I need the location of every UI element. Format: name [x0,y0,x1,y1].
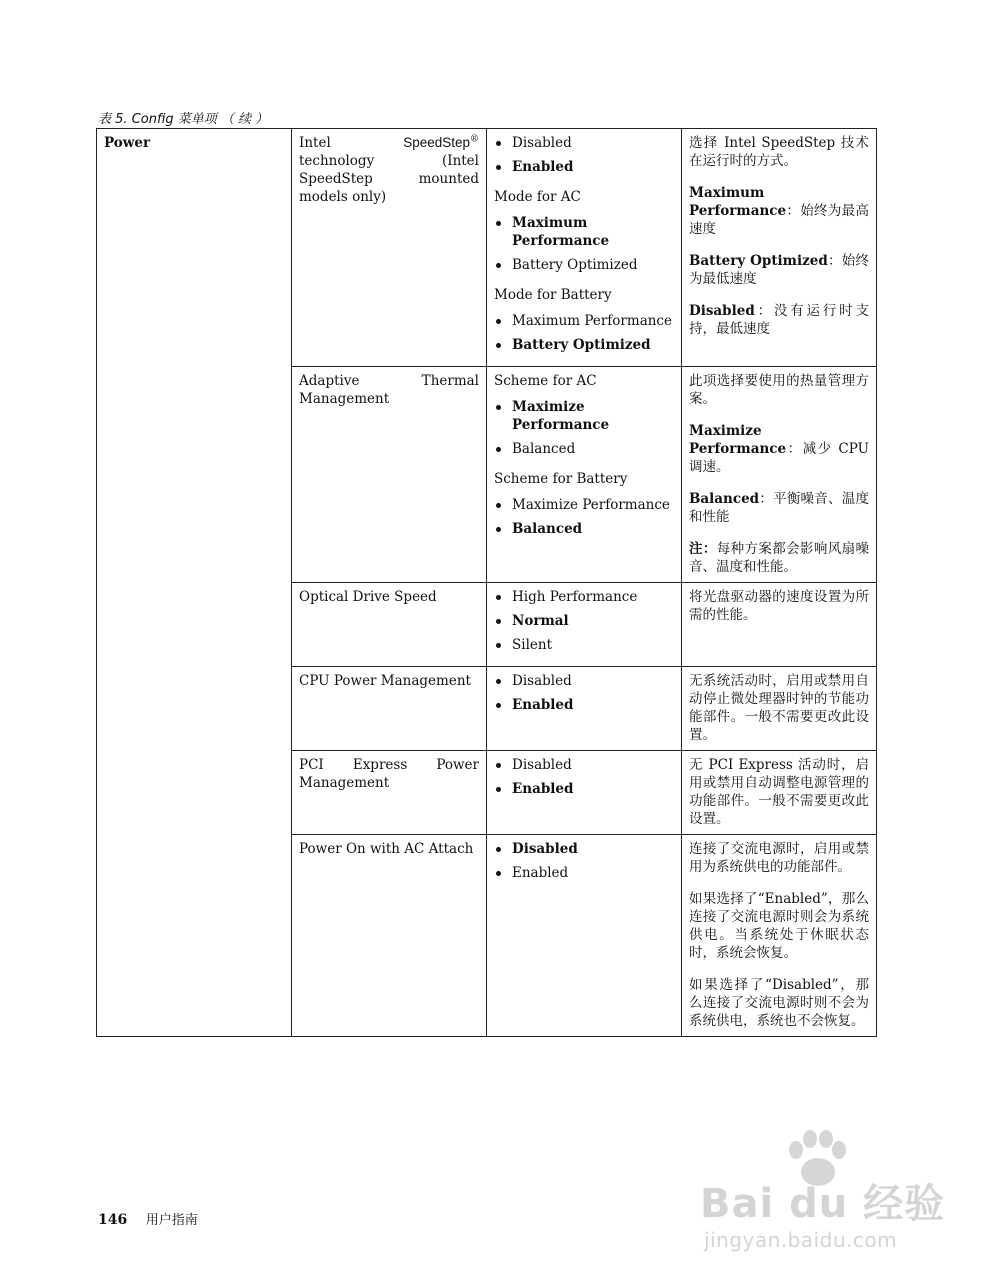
item-name-cell: Adaptive Thermal Management [292,367,487,583]
description-paragraph [689,756,869,828]
description-cell [682,835,877,1037]
default-option: Balanced [494,520,674,538]
item-name-rest: technology (Intel SpeedStep mounted models only) [299,153,479,205]
description-term: Balanced [689,491,760,507]
description-paragraph [689,976,869,1030]
page-number: 146 [98,1212,128,1228]
options-cell [487,751,682,835]
description-text: 无 PCI Express 活动时，启用或禁用自动调整电源管理的功能部件。一般不需要更改此设置。 [689,757,869,827]
description-text: 每种方案都会影响风扇噪音、温度和性能。 [689,541,869,575]
table-row [97,129,877,367]
description-cell [682,667,877,751]
option: Silent [494,636,674,654]
item-name-prefix: Intel [299,135,331,151]
category-cell: Power [97,129,292,1037]
description-term: Disabled [689,303,755,319]
option-list [494,496,674,538]
description-text: ：没有运行时支持，最低速度 [689,303,869,337]
table-caption: 表 5. Config 菜单项 （ 续 ） [98,112,269,127]
item-name-cell: PCI Express Power Management [292,751,487,835]
option-list [494,840,674,882]
description-cell [682,367,877,583]
option-list [494,672,674,714]
description-paragraph [689,372,869,408]
item-name-brand: SpeedStep [403,135,470,150]
watermark-url: jingyan.baidu.com [704,1228,898,1252]
watermark-brand: Bai du 经验 [700,1181,946,1227]
option-list [494,398,674,458]
option-list [494,312,674,354]
option: Maximize Performance [494,496,674,514]
default-option: Disabled [494,840,674,858]
description-text: 无系统活动时，启用或禁用自动停止微处理器时钟的节能功能部件。一般不需要更改此设置。 [689,673,869,743]
option-group-label: Mode for AC [494,189,581,205]
default-option: Maximize Performance [494,398,674,434]
description-term: Maximize Performance [689,423,787,457]
description-text: ：平衡噪音、温度和性能 [689,491,869,525]
description-text: 如果选择了“Disabled”，那么连接了交流电源时则不会为系统供电，系统也不会恢复。 [689,977,869,1029]
page-footer [98,1209,198,1228]
description-paragraph [689,252,869,288]
default-option: Enabled [494,696,674,714]
options-cell [487,583,682,667]
option-list [494,588,674,654]
option: Battery Optimized [494,256,674,274]
default-option: Maximum Performance [494,214,674,250]
item-name-cell: Optical Drive Speed [292,583,487,667]
footer-title: 用户指南 [145,1213,198,1228]
description-paragraph [689,302,869,338]
item-name-cell: CPU Power Management [292,667,487,751]
description-term: 注： [689,541,717,557]
option-group-label: Scheme for AC [494,373,597,389]
description-paragraph [689,840,869,876]
description-text: ：减少 CPU 调速。 [689,441,869,475]
option: Maximum Performance [494,312,674,330]
option: Disabled [494,756,674,774]
registered-mark: ® [470,134,479,145]
description-cell [682,583,877,667]
description-paragraph [689,422,869,476]
description-text: 选择 Intel SpeedStep 技术在运行时的方式。 [689,135,869,169]
description-text: 如果选择了“Enabled”，那么连接了交流电源时则会为系统供电。当系统处于休眠状态时，系统会恢复。 [689,891,869,961]
option: Disabled [494,134,674,152]
options-cell [487,667,682,751]
option: High Performance [494,588,674,606]
description-paragraph [689,588,869,624]
description-cell [682,129,877,367]
description-term: Battery Optimized [689,253,828,269]
options-cell [487,367,682,583]
description-paragraph [689,890,869,962]
description-paragraph [689,490,869,526]
option-group-label: Mode for Battery [494,287,612,303]
options-cell [487,835,682,1037]
default-option: Enabled [494,158,674,176]
option: Disabled [494,672,674,690]
option-group-label: Scheme for Battery [494,471,628,487]
option: Enabled [494,864,674,882]
item-name-cell: Power On with AC Attach [292,835,487,1037]
default-option: Enabled [494,780,674,798]
description-paragraph [689,134,869,170]
description-cell [682,751,877,835]
default-option: Battery Optimized [494,336,674,354]
description-text: 连接了交流电源时，启用或禁用为系统供电的功能部件。 [689,841,869,875]
description-paragraph [689,540,869,576]
options-cell [487,129,682,367]
description-text: ：始终为最高速度 [689,203,869,237]
config-menu-table [96,128,877,1037]
description-text: ：始终为最低速度 [689,253,870,287]
option: Balanced [494,440,674,458]
option-list [494,134,674,176]
item-name-cell [292,129,487,367]
description-term: Maximum Performance [689,185,787,219]
option-list [494,214,674,274]
default-option: Normal [494,612,674,630]
description-text: 将光盘驱动器的速度设置为所需的性能。 [689,589,869,623]
description-paragraph [689,184,869,238]
option-list [494,756,674,798]
description-text: 此项选择要使用的热量管理方案。 [689,373,869,407]
baidu-watermark [700,1130,950,1260]
description-paragraph [689,672,869,744]
